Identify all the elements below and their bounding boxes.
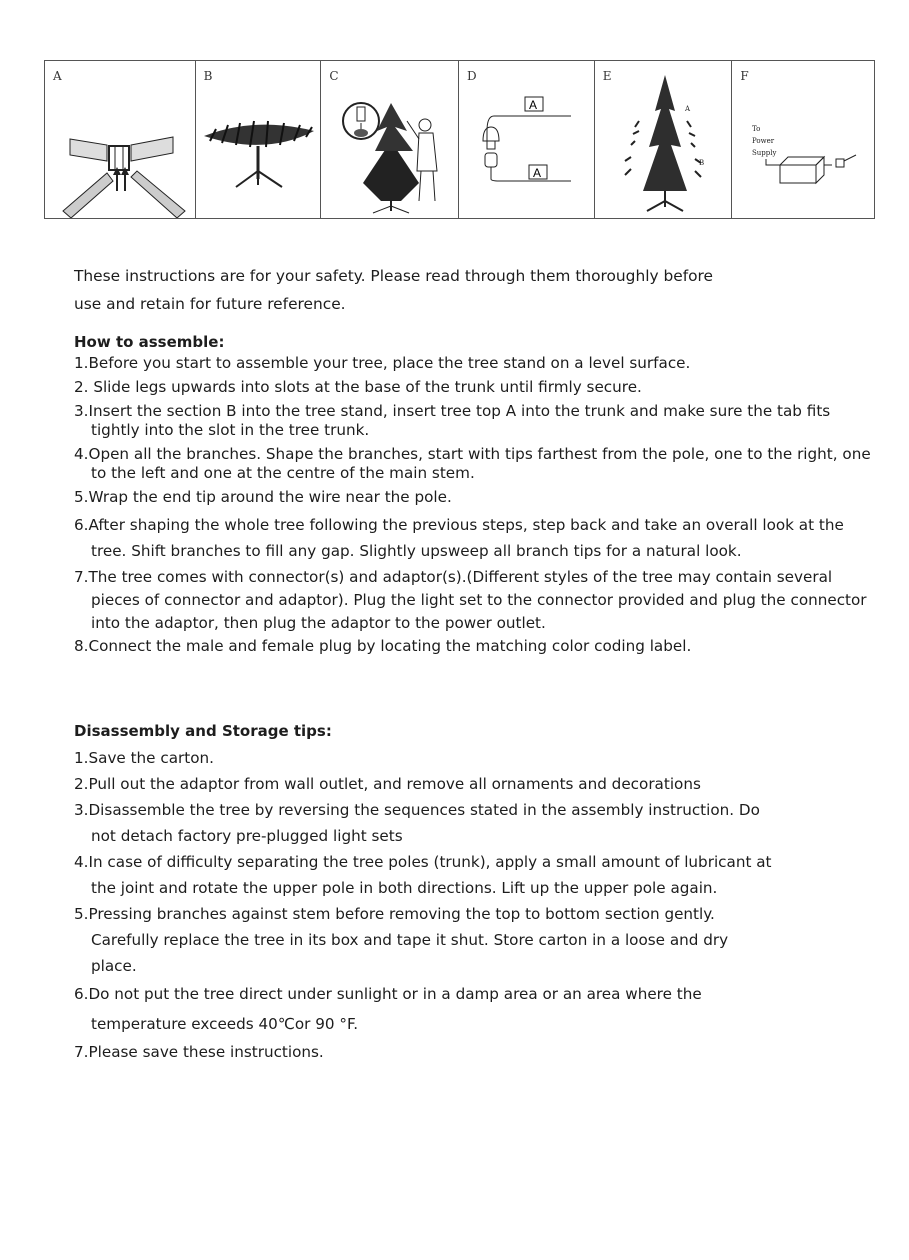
- assembly-step: 2. Slide legs upwards into slots at the base of the trunk until firmly secure.: [74, 377, 642, 396]
- panel-f-label: F: [740, 69, 749, 83]
- storage-section: [74, 722, 774, 1065]
- power-label-line2: Power: [752, 137, 775, 145]
- tree-top-insert-illustration: [321, 61, 459, 218]
- branch-tag-b: B: [698, 159, 704, 167]
- storage-step: 2.Pull out the adaptor from wall outlet, and remove all ornaments and decorations: [74, 774, 701, 793]
- assembly-step: 7.The tree comes with connector(s) and adaptor(s).(Different styles of the tree may contain several pieces of connector and adaptor). Plug the light set to the connector provided and plug the connector into the adaptor, then plug the adaptor to the power outlet.: [74, 567, 867, 632]
- panel-d-label: D: [467, 69, 477, 83]
- storage-step: 5.Pressing branches against stem before removing the top to bottom section gently. Carefully replace the tree in its box and tape it shut. Store carton in a loose and dry place.: [74, 904, 729, 975]
- panel-e-label: E: [602, 69, 612, 83]
- branch-shaping-illustration: [595, 61, 733, 218]
- tree-stand-legs-illustration: [45, 61, 196, 218]
- assembly-step: 6.After shaping the whole tree following the previous steps, step back and take an overall look at the tree. Shift branches to fill any gap. Slightly upsweep all branch tips for a natural look.: [74, 515, 844, 560]
- assembly-illustration-strip: [44, 60, 875, 219]
- assembly-step: 4.Open all the branches. Shape the branches, start with tips farthest from the pole, one to the right, one to the left and one at the centre of the main stem.: [74, 444, 871, 482]
- panel-b: [196, 61, 322, 218]
- assembly-step: 1.Before you start to assemble your tree, place the tree stand on a level surface.: [74, 353, 691, 372]
- panel-c-label: C: [329, 69, 339, 83]
- tree-section-b-illustration: [196, 61, 322, 218]
- storage-step: 6.Do not put the tree direct under sunlight or in a damp area or an area where the temperature exceeds 40℃or 90 °F.: [74, 984, 702, 1033]
- power-label-line3: Supply: [752, 149, 777, 157]
- panel-d: [459, 61, 595, 218]
- intro-section: [74, 262, 854, 318]
- panel-c: [321, 61, 459, 218]
- assembly-step: 8.Connect the male and female plug by locating the matching color coding label.: [74, 636, 692, 655]
- intro-line-2: use and retain for future reference.: [74, 295, 346, 313]
- intro-line-1: These instructions are for your safety. Please read through them thoroughly before: [74, 267, 714, 285]
- panel-e: [595, 61, 733, 218]
- plug-tag-top: A: [529, 98, 538, 112]
- storage-step: 3.Disassemble the tree by reversing the sequences stated in the assembly instruction. Do not detach factory pre-plugged light sets: [74, 800, 760, 845]
- assembly-step: 5.Wrap the end tip around the wire near the pole.: [74, 487, 452, 506]
- panel-a-label: A: [53, 69, 62, 83]
- storage-step: 4.In case of difficulty separating the tree poles (trunk), apply a small amount of lubricant at the joint and rotate the upper pole in both directions. Lift up the upper pole again.: [74, 852, 772, 897]
- branch-tag-a: A: [684, 105, 690, 113]
- assembly-section: [74, 333, 874, 656]
- panel-b-label: B: [203, 69, 213, 83]
- storage-heading: Disassembly and Storage tips:: [74, 722, 332, 740]
- assembly-heading: How to assemble:: [74, 333, 225, 351]
- plug-connection-illustration: [459, 61, 595, 218]
- storage-step: 1.Save the carton.: [74, 748, 214, 767]
- power-label-line1: To: [752, 125, 761, 133]
- assembly-steps: [74, 354, 874, 656]
- storage-step: 7.Please save these instructions.: [74, 1042, 324, 1061]
- power-supply-illustration: [732, 61, 874, 218]
- panel-a: [45, 61, 196, 218]
- panel-f: [732, 61, 874, 218]
- plug-tag-bottom: A: [533, 166, 542, 180]
- assembly-step: 3.Insert the section B into the tree stand, insert tree top A into the trunk and make sure the tab fits tightly into the slot in the tree trunk.: [74, 401, 831, 439]
- storage-steps: [74, 745, 774, 1065]
